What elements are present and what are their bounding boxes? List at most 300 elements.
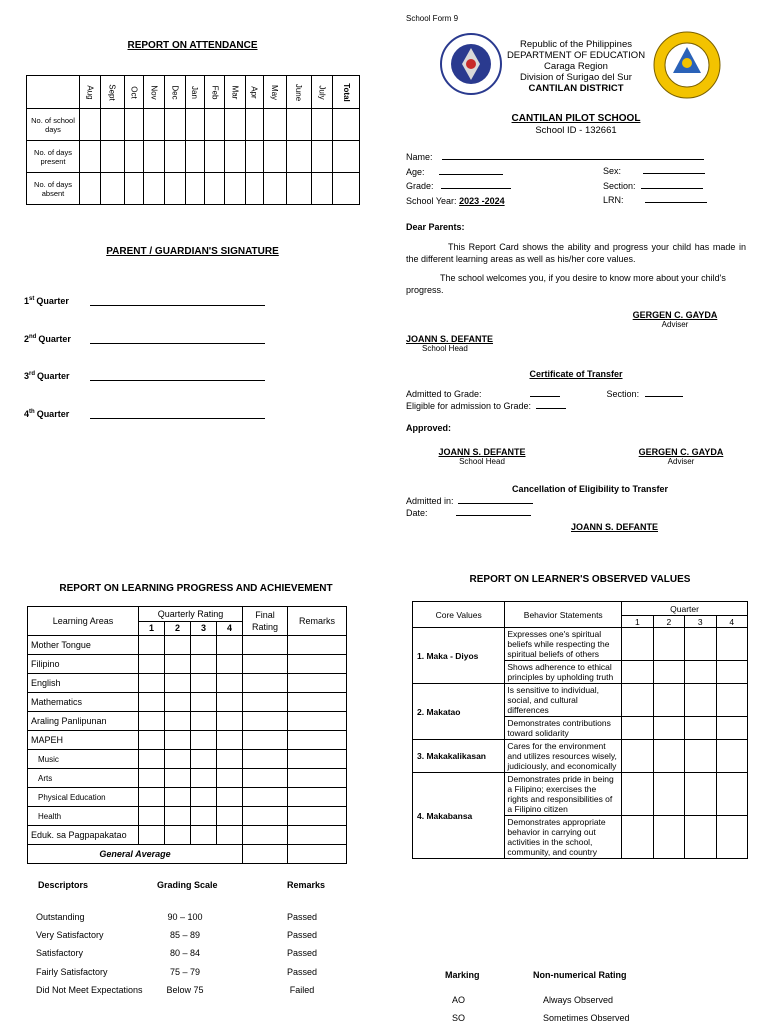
value-rating-cell[interactable]: [685, 717, 716, 740]
month-header: [125, 76, 144, 109]
grade-cell[interactable]: [165, 674, 191, 693]
value-rating-cell[interactable]: [653, 816, 684, 859]
value-rating-cell[interactable]: [685, 661, 716, 684]
grade-cell[interactable]: [139, 788, 165, 807]
grade-cell[interactable]: [165, 731, 191, 750]
month-label: Jan: [190, 86, 200, 99]
greeting: Dear Parents:: [406, 222, 465, 232]
quarter-number: 1: [24, 296, 30, 306]
sex-field[interactable]: [643, 173, 705, 174]
grade-cell[interactable]: [217, 750, 243, 769]
lrn-field[interactable]: [645, 202, 707, 203]
learning-area-name: Physical Education: [28, 788, 139, 807]
guardian-quarter-row: [24, 409, 274, 419]
general-average-row: [28, 845, 347, 864]
month-header: [101, 76, 125, 109]
attendance-cell[interactable]: [225, 173, 245, 205]
month-header: [204, 76, 224, 109]
attendance-cell[interactable]: [80, 141, 101, 173]
value-rating-cell[interactable]: [653, 717, 684, 740]
grade-cell[interactable]: [165, 712, 191, 731]
attendance-cell[interactable]: [286, 173, 311, 205]
adviser-signature-2: [626, 447, 736, 466]
month-label: Nov: [149, 85, 159, 100]
grade-cell[interactable]: [243, 693, 288, 712]
month-label: Oct: [129, 86, 139, 99]
month-header: [311, 76, 332, 109]
descriptor-remarks: Passed: [286, 966, 318, 977]
quarter-label: Quarter: [36, 296, 69, 306]
transfer-title: Certificate of Transfer: [529, 369, 623, 379]
value-rating-cell[interactable]: [716, 740, 747, 773]
grade-cell[interactable]: [288, 807, 347, 826]
region-line: Caraga Region: [544, 61, 608, 72]
general-average-value[interactable]: [243, 845, 288, 864]
quarter-number: 3: [24, 371, 30, 381]
guardian-signature-line[interactable]: [90, 380, 265, 381]
adviser-role: Adviser: [661, 320, 689, 329]
month-header: [164, 76, 185, 109]
guardian-quarter-row: [24, 296, 274, 306]
core-values-header: Core Values: [413, 602, 505, 628]
quarter-number-header: 2: [165, 621, 191, 636]
grade-cell[interactable]: [217, 826, 243, 845]
descriptor-remarks: Passed: [286, 948, 318, 959]
attendance-row-label: No. of school days: [27, 109, 80, 141]
value-rating-cell[interactable]: [622, 661, 653, 684]
attendance-cell[interactable]: [332, 141, 359, 173]
grade-cell[interactable]: [288, 750, 347, 769]
learning-area-row: [28, 750, 347, 769]
value-rating-cell[interactable]: [653, 628, 684, 661]
grade-cell[interactable]: [139, 636, 165, 655]
grade-cell[interactable]: [139, 826, 165, 845]
month-header: [225, 76, 245, 109]
value-rating-cell[interactable]: [716, 661, 747, 684]
value-rating-cell[interactable]: [716, 628, 747, 661]
attendance-cell[interactable]: [245, 109, 264, 141]
attendance-cell[interactable]: [225, 109, 245, 141]
rating-header: Non-numerical Rating: [533, 970, 627, 980]
month-header: [264, 76, 286, 109]
learning-area-name: Eduk. sa Pagpapakatao: [28, 826, 139, 845]
value-rating-cell[interactable]: [653, 773, 684, 816]
cancellation-fields: [406, 495, 606, 519]
grade-cell[interactable]: [288, 769, 347, 788]
attendance-row: [27, 109, 360, 141]
learning-area-row: [28, 788, 347, 807]
value-rating-cell[interactable]: [622, 628, 653, 661]
behavior-statement: Expresses one's spiritual beliefs while respecting the spiritual beliefs of others: [505, 628, 622, 661]
quarter-number: 2: [24, 333, 30, 344]
quarter-suffix: th: [29, 408, 35, 415]
attendance-cell[interactable]: [185, 141, 204, 173]
grade-cell[interactable]: [288, 712, 347, 731]
grade-cell[interactable]: [165, 693, 191, 712]
value-rating-cell[interactable]: [622, 773, 653, 816]
month-header: [143, 76, 164, 109]
quarter-label: Quarter: [36, 408, 70, 419]
grade-cell[interactable]: [217, 731, 243, 750]
grade-cell[interactable]: [191, 750, 217, 769]
descriptor-remarks: Failed: [289, 984, 315, 995]
attendance-cell[interactable]: [125, 141, 144, 173]
adviser-signature-1: [620, 310, 730, 329]
month-label: Apr: [250, 86, 260, 99]
quarter-suffix: st: [29, 296, 35, 302]
quarter-number-header: 3: [191, 621, 217, 636]
behavior-statement: Cares for the environment and utilizes resources wisely, judiciously, and economically: [505, 740, 622, 773]
republic-line: Republic of the Philippines: [520, 39, 632, 50]
month-header: [286, 76, 311, 109]
learning-area-row: [28, 807, 347, 826]
grade-cell[interactable]: [191, 807, 217, 826]
grade-cell[interactable]: [191, 636, 217, 655]
progress-table: [27, 606, 347, 864]
month-label: Mar: [230, 85, 240, 100]
grade-cell[interactable]: [165, 807, 191, 826]
grade-cell[interactable]: [165, 826, 191, 845]
grade-cell[interactable]: [191, 712, 217, 731]
attendance-cell[interactable]: [286, 141, 311, 173]
attendance-cell[interactable]: [311, 141, 332, 173]
values-quarter-number: 4: [716, 616, 747, 628]
learning-area-row: [28, 826, 347, 845]
grade-cell[interactable]: [217, 674, 243, 693]
grade-cell[interactable]: [217, 712, 243, 731]
school-seal: [653, 31, 721, 99]
values-row: [413, 773, 748, 816]
grade-cell[interactable]: [165, 750, 191, 769]
value-rating-cell[interactable]: [716, 816, 747, 859]
grade-cell[interactable]: [288, 655, 347, 674]
month-label: Feb: [210, 85, 220, 100]
admitted-grade-field[interactable]: [530, 396, 560, 397]
grade-cell[interactable]: [288, 636, 347, 655]
attendance-cell[interactable]: [245, 173, 264, 205]
guardian-quarter-row: [24, 334, 274, 344]
attendance-cell[interactable]: [185, 109, 204, 141]
grade-cell[interactable]: [288, 731, 347, 750]
guardian-signature-line[interactable]: [90, 305, 265, 306]
grade-cell[interactable]: [165, 636, 191, 655]
grade-cell[interactable]: [191, 674, 217, 693]
school-id: School ID - 132661: [535, 125, 617, 136]
behavior-statement: Demonstrates contributions toward solidarity: [505, 717, 622, 740]
grade-cell[interactable]: [217, 769, 243, 788]
grade-cell[interactable]: [288, 826, 347, 845]
month-header: [245, 76, 264, 109]
attendance-cell[interactable]: [80, 173, 101, 205]
attendance-cell[interactable]: [204, 141, 224, 173]
grade-cell[interactable]: [217, 693, 243, 712]
school-name: CANTILAN PILOT SCHOOL: [511, 113, 641, 124]
attendance-row-label: No. of days present: [27, 141, 80, 173]
grade-field[interactable]: [441, 188, 511, 189]
adviser-role-2: Adviser: [667, 457, 695, 466]
quarterly-rating-header: Quarterly Rating: [139, 607, 243, 622]
attendance-cell[interactable]: [164, 141, 185, 173]
values-quarter-number: 2: [653, 616, 684, 628]
grade-cell[interactable]: [243, 636, 288, 655]
behavior-header: Behavior Statements: [505, 602, 622, 628]
value-rating-cell[interactable]: [716, 684, 747, 717]
learning-area-name: Arts: [28, 769, 139, 788]
value-rating-cell[interactable]: [653, 684, 684, 717]
value-rating-cell[interactable]: [685, 740, 716, 773]
attendance-cell[interactable]: [204, 173, 224, 205]
descriptor-header: Grading Scale: [157, 880, 218, 890]
attendance-cell[interactable]: [125, 109, 144, 141]
grade-label: Grade:: [406, 181, 434, 191]
quarter-suffix: rd: [29, 371, 36, 377]
marking-code: SO: [452, 1013, 466, 1023]
quarter-label: Quarter: [38, 333, 71, 344]
learning-area-name: Filipino: [28, 655, 139, 674]
admitted-in-field[interactable]: [458, 503, 533, 504]
descriptor-name: Satisfactory: [36, 948, 84, 959]
attendance-cell[interactable]: [164, 173, 185, 205]
descriptor-header: Descriptors: [38, 880, 89, 890]
age-label: Age:: [406, 166, 425, 177]
attendance-cell[interactable]: [185, 173, 204, 205]
value-rating-cell[interactable]: [622, 684, 653, 717]
grade-cell[interactable]: [191, 769, 217, 788]
attendance-cell[interactable]: [264, 173, 286, 205]
descriptor-name: Did Not Meet Expectations: [36, 984, 143, 995]
learning-area-name: MAPEH: [28, 731, 139, 750]
grade-cell[interactable]: [139, 807, 165, 826]
month-header: [80, 76, 101, 109]
transfer-section-field[interactable]: [645, 396, 683, 397]
total-header: [332, 76, 359, 109]
value-rating-cell[interactable]: [716, 717, 747, 740]
grade-cell[interactable]: [243, 712, 288, 731]
grade-cell[interactable]: [243, 731, 288, 750]
adviser-name: GERGEN C. GAYDA: [632, 310, 718, 320]
sex-label: Sex:: [603, 166, 622, 176]
grading-scale: 90 – 100: [167, 912, 203, 922]
grade-cell[interactable]: [288, 788, 347, 807]
attendance-row: [27, 173, 360, 205]
form-label: School Form 9: [406, 14, 459, 23]
eligible-field[interactable]: [536, 408, 566, 409]
grade-cell[interactable]: [288, 674, 347, 693]
value-rating-cell[interactable]: [653, 661, 684, 684]
marking-code: AO: [452, 995, 466, 1005]
grading-scale: 80 – 84: [169, 948, 201, 959]
attendance-title: REPORT ON ATTENDANCE: [127, 40, 258, 51]
learning-area-name: English: [28, 674, 139, 693]
attendance-cell[interactable]: [125, 173, 144, 205]
grade-cell[interactable]: [191, 655, 217, 674]
month-label: Sept: [108, 84, 118, 101]
head-role: School Head: [422, 344, 468, 353]
grade-cell[interactable]: [217, 655, 243, 674]
values-row: [413, 628, 748, 661]
grade-cell[interactable]: [243, 788, 288, 807]
transfer-section-label: Section:: [606, 389, 640, 399]
student-info-right: [603, 164, 707, 208]
transfer-fields: [406, 388, 746, 412]
attendance-cell[interactable]: [204, 109, 224, 141]
grade-cell[interactable]: [191, 693, 217, 712]
quarter-number-header: 1: [139, 621, 165, 636]
cancellation-title: Cancellation of Eligibility to Transfer: [511, 484, 669, 494]
grade-cell[interactable]: [243, 674, 288, 693]
values-table: [412, 601, 748, 859]
grade-cell[interactable]: [288, 693, 347, 712]
admitted-in-label: Admitted in:: [406, 496, 454, 506]
grade-cell[interactable]: [217, 636, 243, 655]
quarter-label: Quarter: [37, 371, 70, 381]
attendance-cell[interactable]: [101, 173, 125, 205]
attendance-cell[interactable]: [80, 109, 101, 141]
attendance-cell[interactable]: [332, 109, 359, 141]
grade-cell[interactable]: [139, 750, 165, 769]
values-title: REPORT ON LEARNER'S OBSERVED VALUES: [469, 574, 691, 585]
guardian-title: PARENT / GUARDIAN'S SIGNATURE: [106, 246, 279, 257]
grade-cell[interactable]: [243, 769, 288, 788]
head-name-3: JOANN S. DEFANTE: [571, 522, 659, 532]
value-rating-cell[interactable]: [622, 717, 653, 740]
month-label: Dec: [170, 85, 180, 100]
learning-area-row: [28, 769, 347, 788]
learning-area-row: [28, 674, 347, 693]
grade-cell[interactable]: [139, 712, 165, 731]
learning-area-name: Music: [28, 750, 139, 769]
value-rating-cell[interactable]: [622, 740, 653, 773]
name-label: Name:: [406, 152, 433, 162]
attendance-cell[interactable]: [245, 141, 264, 173]
attendance-cell[interactable]: [311, 173, 332, 205]
general-average-label: General Average: [28, 845, 243, 864]
attendance-cell[interactable]: [143, 141, 164, 173]
total-label: Total: [341, 83, 351, 102]
grade-cell[interactable]: [165, 788, 191, 807]
guardian-signature-line[interactable]: [90, 343, 265, 344]
attendance-cell[interactable]: [311, 109, 332, 141]
division-line: Division of Surigao del Sur: [520, 72, 632, 83]
quarter-header: Quarter: [622, 602, 748, 616]
grade-cell[interactable]: [243, 807, 288, 826]
attendance-cell[interactable]: [101, 141, 125, 173]
value-rating-cell[interactable]: [653, 740, 684, 773]
final-rating-header: Final Rating: [243, 607, 288, 636]
learning-area-row: [28, 636, 347, 655]
descriptor-header: Remarks: [287, 880, 326, 890]
letter-p2: The school welcomes you, if you desire to know more about your child's progress.: [406, 273, 726, 295]
section-label: Section:: [603, 180, 636, 191]
head-name: JOANN S. DEFANTE: [406, 334, 494, 344]
learning-area-name: Mathematics: [28, 693, 139, 712]
value-rating-cell[interactable]: [716, 773, 747, 816]
grade-cell[interactable]: [139, 674, 165, 693]
quarter-number-header: 4: [217, 621, 243, 636]
general-average-remarks[interactable]: [288, 845, 347, 864]
attendance-cell[interactable]: [101, 109, 125, 141]
lrn-label: LRN:: [603, 195, 624, 205]
learning-area-name: Health: [28, 807, 139, 826]
grade-cell[interactable]: [165, 769, 191, 788]
value-rating-cell[interactable]: [685, 816, 716, 859]
head-name-2: JOANN S. DEFANTE: [438, 447, 526, 457]
grading-scale: Below 75: [166, 984, 204, 995]
marking-description: Always Observed: [543, 995, 614, 1005]
core-value-name: 4. Makabansa: [413, 773, 505, 859]
learning-area-row: [28, 693, 347, 712]
admitted-grade-label: Admitted to Grade:: [406, 389, 482, 399]
attendance-cell[interactable]: [264, 141, 286, 173]
grade-cell[interactable]: [139, 693, 165, 712]
grade-cell[interactable]: [243, 655, 288, 674]
behavior-statement: Shows adherence to ethical principles by upholding truth: [505, 661, 622, 684]
grade-cell[interactable]: [139, 731, 165, 750]
attendance-cell[interactable]: [286, 109, 311, 141]
attendance-cell[interactable]: [264, 109, 286, 141]
descriptor-remarks: Passed: [286, 912, 318, 922]
grade-cell[interactable]: [139, 655, 165, 674]
descriptor-name: Outstanding: [36, 912, 85, 922]
attendance-cell[interactable]: [332, 173, 359, 205]
letter-p1: This Report Card shows the ability and progress your child has made in the different learning areas as well as his/her core values.: [406, 242, 746, 264]
date-field[interactable]: [456, 515, 531, 516]
grade-cell[interactable]: [217, 788, 243, 807]
attendance-cell[interactable]: [143, 109, 164, 141]
grade-cell[interactable]: [165, 655, 191, 674]
grade-cell[interactable]: [191, 826, 217, 845]
district-line: CANTILAN DISTRICT: [528, 83, 624, 94]
values-quarter-number: 3: [685, 616, 716, 628]
section-field[interactable]: [641, 188, 703, 189]
value-rating-cell[interactable]: [685, 628, 716, 661]
month-label: July: [317, 85, 327, 100]
values-quarter-number: 1: [622, 616, 653, 628]
attendance-cell[interactable]: [164, 109, 185, 141]
adviser-name-2: GERGEN C. GAYDA: [638, 447, 724, 457]
marking-header: Marking: [445, 970, 480, 980]
grade-cell[interactable]: [139, 769, 165, 788]
core-value-name: 1. Maka - Diyos: [413, 628, 505, 684]
grade-cell[interactable]: [191, 788, 217, 807]
values-row: [413, 684, 748, 717]
learning-area-name: Araling Panlipunan: [28, 712, 139, 731]
school-year-value: 2023 -2024: [459, 195, 505, 206]
attendance-cell[interactable]: [143, 173, 164, 205]
descriptor-name: Fairly Satisfactory: [36, 966, 108, 977]
grade-cell[interactable]: [217, 807, 243, 826]
grade-cell[interactable]: [191, 731, 217, 750]
grade-cell[interactable]: [243, 826, 288, 845]
learning-area-name: Mother Tongue: [28, 636, 139, 655]
attendance-corner-cell: [27, 76, 80, 109]
school-year-label: School Year:: [406, 195, 457, 206]
guardian-signature-line[interactable]: [90, 418, 265, 419]
behavior-statement: Demonstrates pride in being a Filipino; exercises the rights and responsibilities of a Filipino citizen: [505, 773, 622, 816]
marking-description: Sometimes Observed: [543, 1013, 630, 1023]
value-rating-cell[interactable]: [685, 773, 716, 816]
value-rating-cell[interactable]: [622, 816, 653, 859]
quarter-suffix: nd: [29, 333, 37, 340]
age-field[interactable]: [439, 174, 503, 175]
attendance-cell[interactable]: [225, 141, 245, 173]
learning-areas-header: Learning Areas: [28, 607, 139, 636]
core-value-name: 2. Makatao: [413, 684, 505, 740]
value-rating-cell[interactable]: [685, 684, 716, 717]
grade-cell[interactable]: [243, 750, 288, 769]
behavior-statement: Is sensitive to individual, social, and cultural differences: [505, 684, 622, 717]
name-field[interactable]: [442, 159, 704, 160]
